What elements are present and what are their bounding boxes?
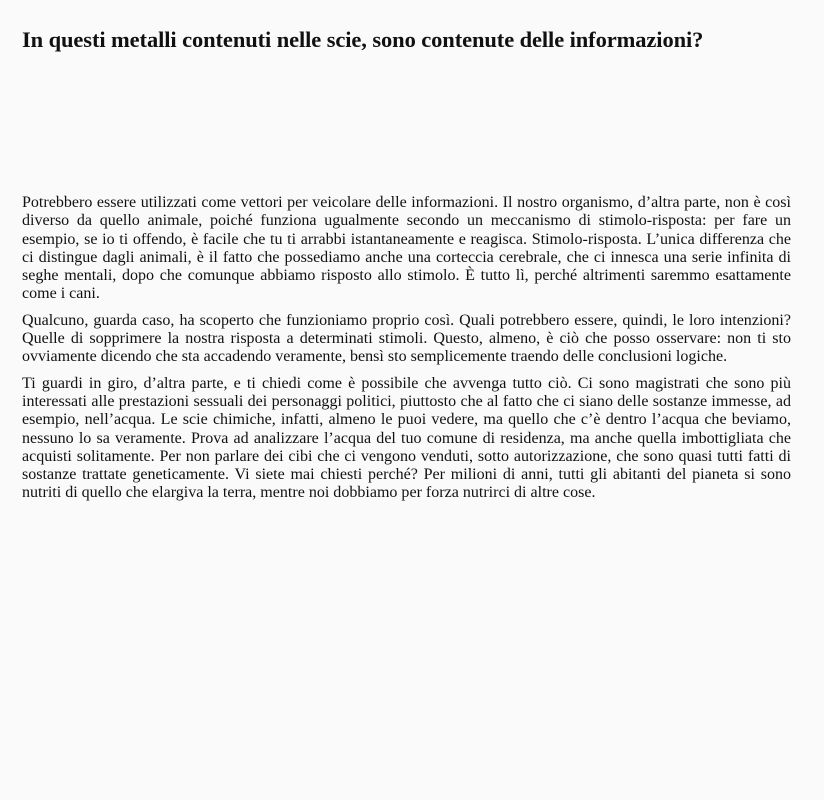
article-heading: In questi metalli contenuti nelle scie, sono contenute delle informazioni?	[22, 27, 704, 52]
paragraph-1: Potrebbero essere utilizzati come vettori per veicolare delle informazioni. Il nostro organismo, d’altra parte, non è così diverso da quello animale, poiché funziona ugualmente secondo un meccanismo di stimolo-risposta: per fare un esempio, se io ti offendo, è facile che tu ti arrabbi istantaneamente e reagisca. Stimolo-risposta. L’unica differenza che ci distingue dagli animali, è il fatto che possediamo anche una corteccia cerebrale, che ci innesca una serie infinita di seghe mentali, dopo che comunque abbiamo risposto allo stimolo. È tutto lì, perché altrimenti saremmo esattamente come i cani.	[22, 194, 791, 303]
article	[22, 0, 791, 502]
article-body	[22, 194, 791, 511]
paragraph-2: Qualcuno, guarda caso, ha scoperto che funzioniamo proprio così. Quali potrebbero essere, quindi, le loro intenzioni? Quelle di sopprimere la nostra risposta a determinati stimoli. Questo, almeno, è ciò che posso osservare: non ti sto ovviamente dicendo che sta accadendo veramente, bensì sto semplicemente traendo delle conclusioni logiche.	[22, 311, 791, 366]
paragraph-3: Ti guardi in giro, d’altra parte, e ti chiedi come è possibile che avvenga tutto ciò. Ci sono magistrati che sono più interessati alle prestazioni sessuali dei personaggi politici, piuttosto che al fatto che ci siano delle sostanze immesse, ad esempio, nell’acqua. Le scie chimiche, infatti, almeno le puoi vedere, ma quello che c’è dentro l’acqua che beviamo, nessuno lo sa veramente. Prova ad analizzare l’acqua del tuo comune di residenza, ma anche quella imbottigliata che acquisti solitamente. Per non parlare dei cibi che ci vengono venduti, sotto autorizzazione, che sono quasi tutti fatti di sostanze trattate geneticamente. Vi siete mai chiesti perché? Per milioni di anni, tutti gli abitanti del pianeta si sono nutriti di quello che elargiva la terra, mentre noi dobbiamo per forza nutrirci di altre cose.	[22, 374, 791, 502]
